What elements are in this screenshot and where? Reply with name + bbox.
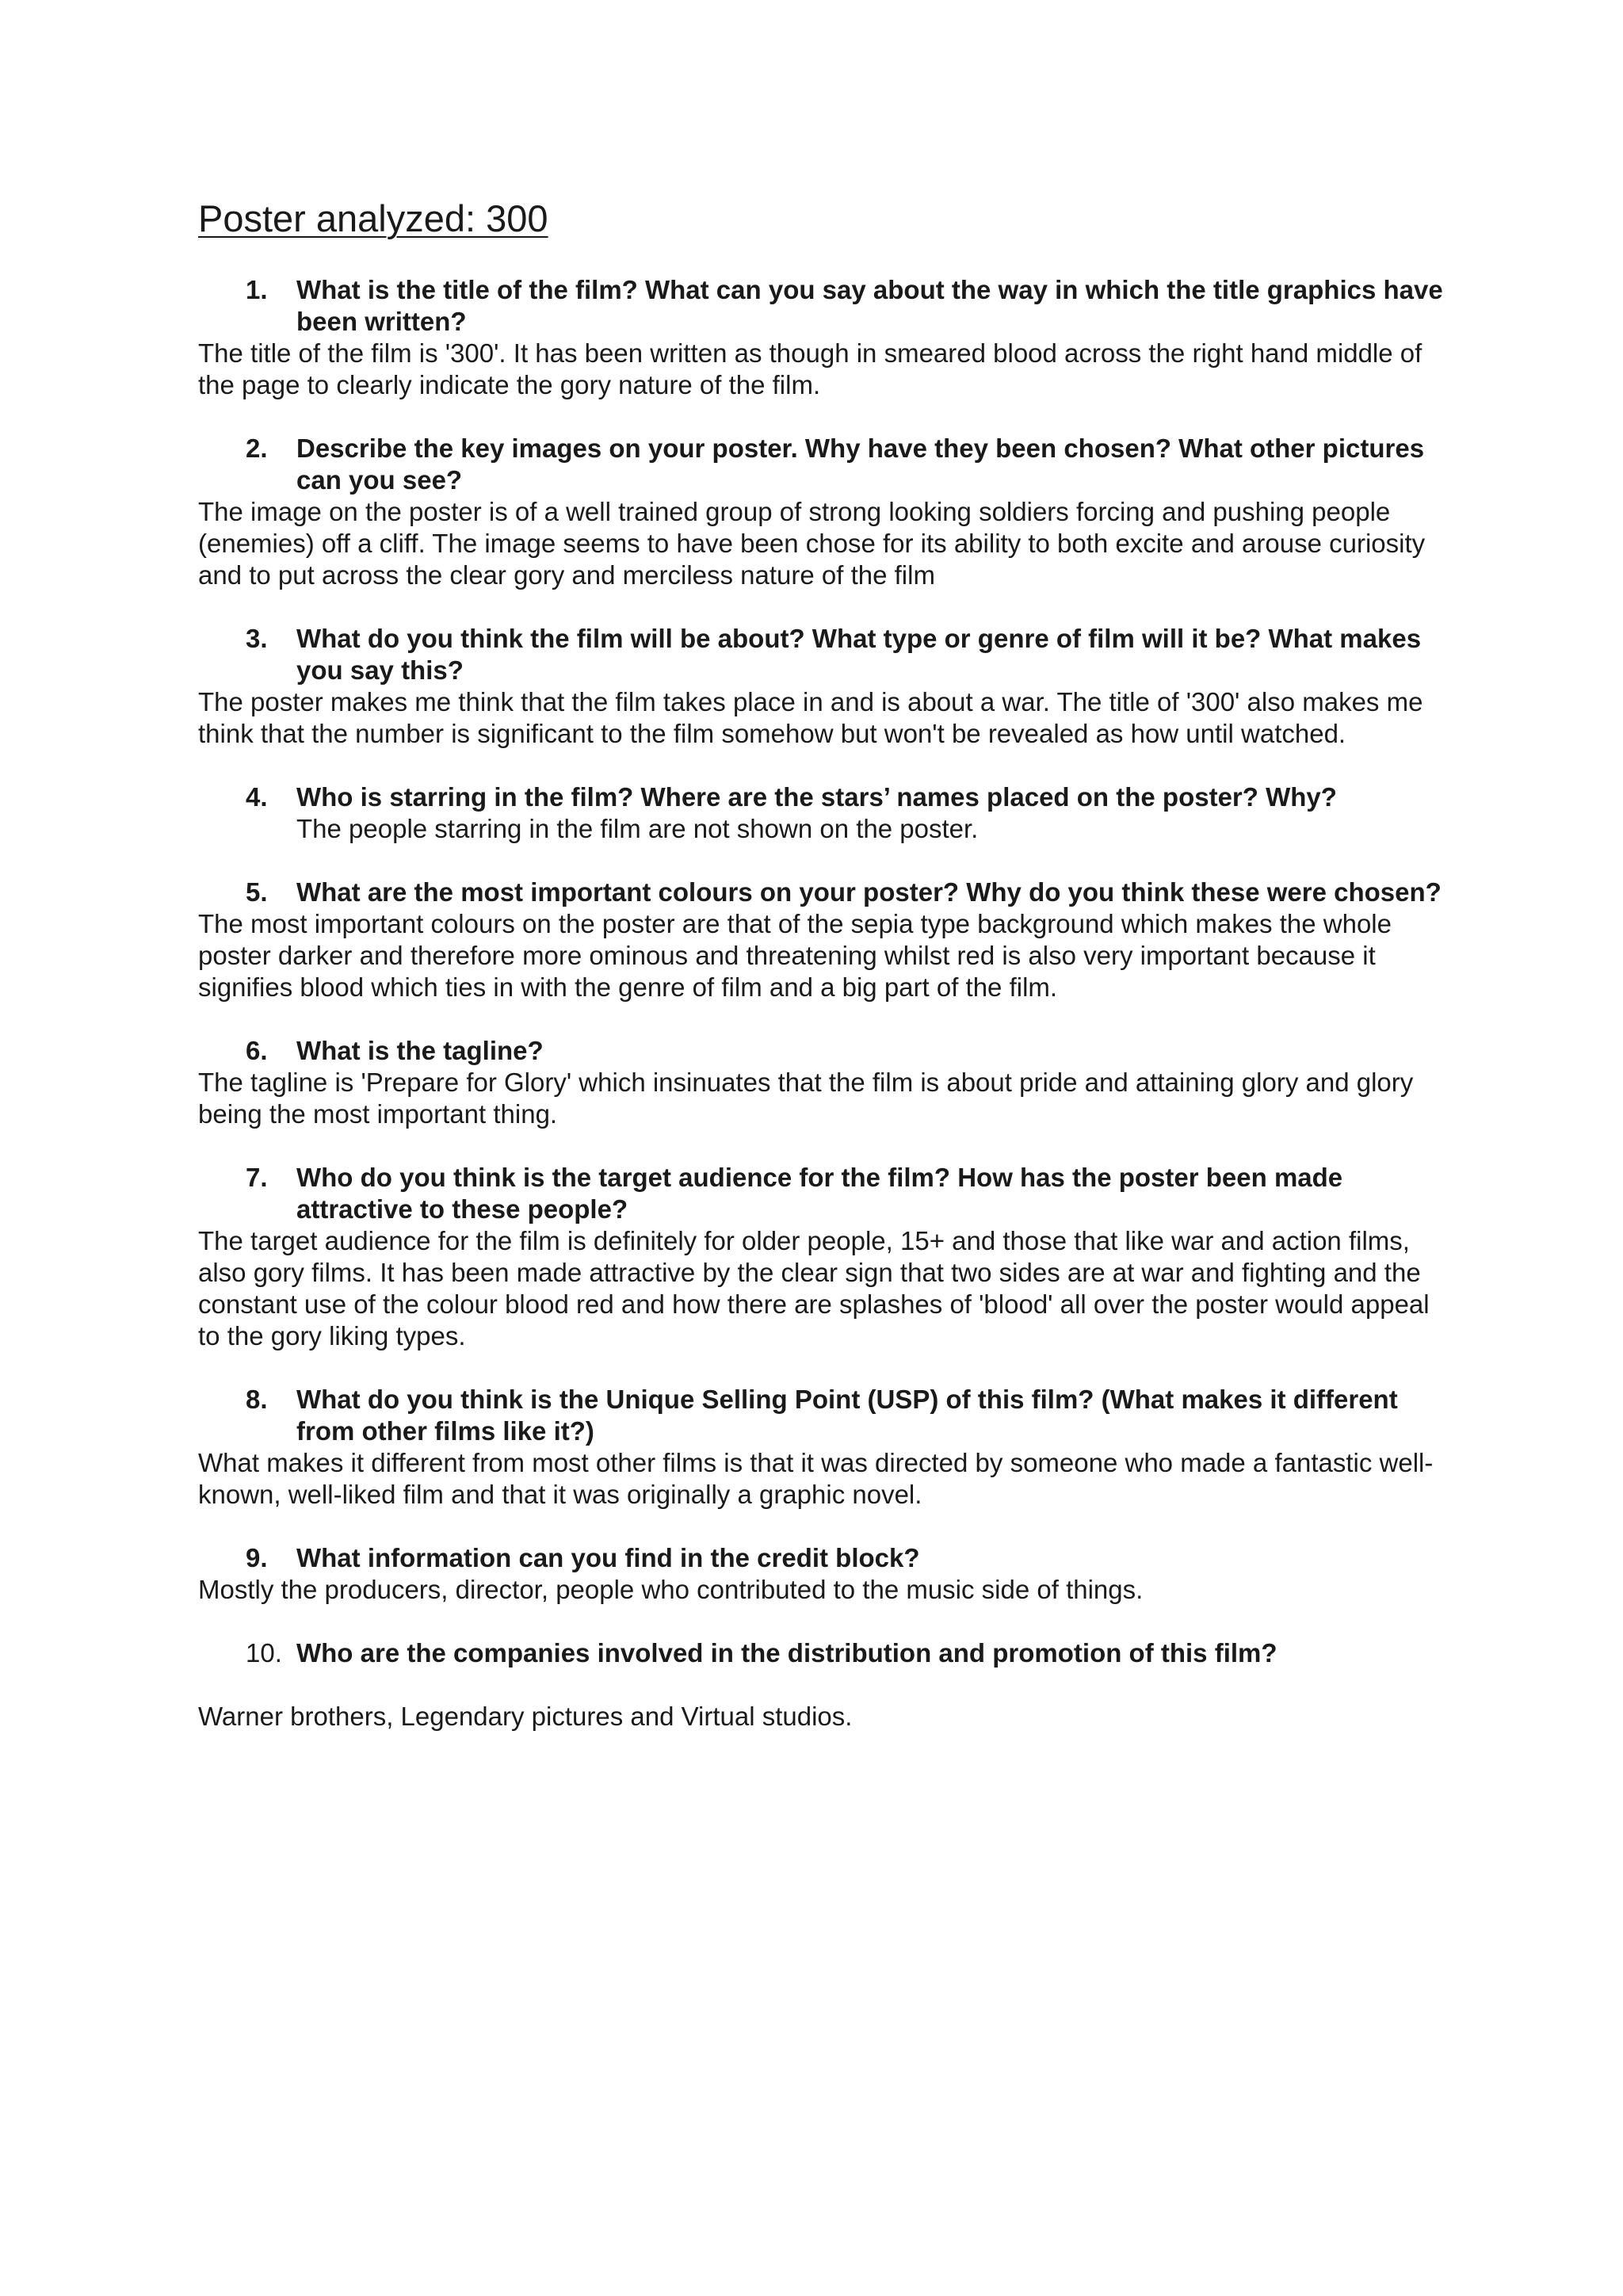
answer-text: The poster makes me think that the film takes place in and is about a war. The title of '300' also makes me think that the number is significant to the film somehow but won't be revealed as how until watched. (198, 687, 1423, 748)
answer-text: The image on the poster is of a well trained group of strong looking soldiers forcing and pushing people (enemies) off a cliff. The image seems to have been chose for its ability to both excite and arouse curiosity and to put across the clear gory and merciless nature of the film (198, 497, 1426, 590)
answer-text: Mostly the producers, director, people who contributed to the music side of things. (198, 1575, 1144, 1604)
question-item-4 (198, 781, 1450, 845)
answer-text: The people starring in the film are not shown on the poster. (296, 814, 979, 843)
question-item-7 (198, 1162, 1450, 1352)
question-number: 8. (246, 1385, 268, 1414)
answer-text: Warner brothers, Legendary pictures and Virtual studios. (198, 1702, 853, 1731)
question-item-2 (198, 433, 1450, 591)
question-item-5 (198, 877, 1450, 1003)
question-number: 4. (246, 782, 268, 812)
answer-text: The tagline is 'Prepare for Glory' which insinuates that the film is about pride and attaining glory and glory being the most important thing. (198, 1068, 1414, 1129)
question-item-1 (198, 274, 1450, 401)
question-number: 3. (246, 624, 268, 653)
question-number: 5. (246, 877, 268, 907)
question-label: What do you think the film will be about? What type or genre of film will it be? What makes you say this? (296, 624, 1422, 685)
question-text (198, 623, 1450, 686)
question-label: What is the tagline? (296, 1036, 544, 1065)
answer-text: The target audience for the film is definitely for older people, 15+ and those that like war and action films, also gory films. It has been made attractive by the clear sign that two sides are at war and fighting and the constant use of the colour blood red and how there are splashes of 'blood' all over the poster would appeal to the gory liking types. (198, 1226, 1430, 1350)
question-text (198, 1035, 1450, 1067)
question-text (198, 274, 1450, 338)
question-text (198, 433, 1450, 496)
question-label: What do you think is the Unique Selling Point (USP) of this film? (What makes it different from other films like it?) (296, 1385, 1398, 1446)
answer-text: The most important colours on the poster are that of the sepia type background which makes the whole poster darker and therefore more ominous and threatening whilst red is also very important because it signifies blood which ties in with the genre of film and a big part of the film. (198, 909, 1392, 1002)
question-number: 7. (246, 1163, 268, 1192)
question-label: What is the title of the film? What can you say about the way in which the title graphics have been written? (296, 275, 1443, 336)
question-label: Describe the key images on your poster. Why have they been chosen? What other pictures can you see? (296, 434, 1425, 495)
question-label: Who are the companies involved in the distribution and promotion of this film? (296, 1638, 1277, 1668)
question-label: Who is starring in the film? Where are the stars’ names placed on the poster? Why? (296, 782, 1337, 812)
question-label: What information can you find in the credit block? (296, 1543, 920, 1572)
question-text (198, 1162, 1450, 1225)
question-item-9 (198, 1542, 1450, 1606)
answer-text: The title of the film is '300'. It has been written as though in smeared blood across the right hand middle of the page to clearly indicate the gory nature of the film. (198, 338, 1423, 399)
question-text (198, 1542, 1450, 1574)
question-label: What are the most important colours on your poster? Why do you think these were chosen? (296, 877, 1442, 907)
document-page (198, 195, 1450, 1764)
question-text (198, 1384, 1450, 1447)
question-label: Who do you think is the target audience for the film? How has the poster been made attractive to these people? (296, 1163, 1343, 1224)
question-item-8 (198, 1384, 1450, 1511)
question-item-3 (198, 623, 1450, 750)
question-number: 6. (246, 1036, 268, 1065)
document-title: Poster analyzed: 300 (198, 197, 548, 239)
question-number: 10. (246, 1638, 282, 1668)
question-text (198, 877, 1450, 908)
question-number: 2. (246, 434, 268, 463)
question-number: 1. (246, 275, 268, 304)
question-item-6 (198, 1035, 1450, 1130)
question-text (198, 781, 1450, 813)
answer-text: What makes it different from most other films is that it was directed by someone who made a fantastic well-known, well-liked film and that it was originally a graphic novel. (198, 1448, 1434, 1509)
question-item-10 (198, 1637, 1450, 1733)
question-text (198, 1637, 1450, 1669)
question-number: 9. (246, 1543, 268, 1572)
